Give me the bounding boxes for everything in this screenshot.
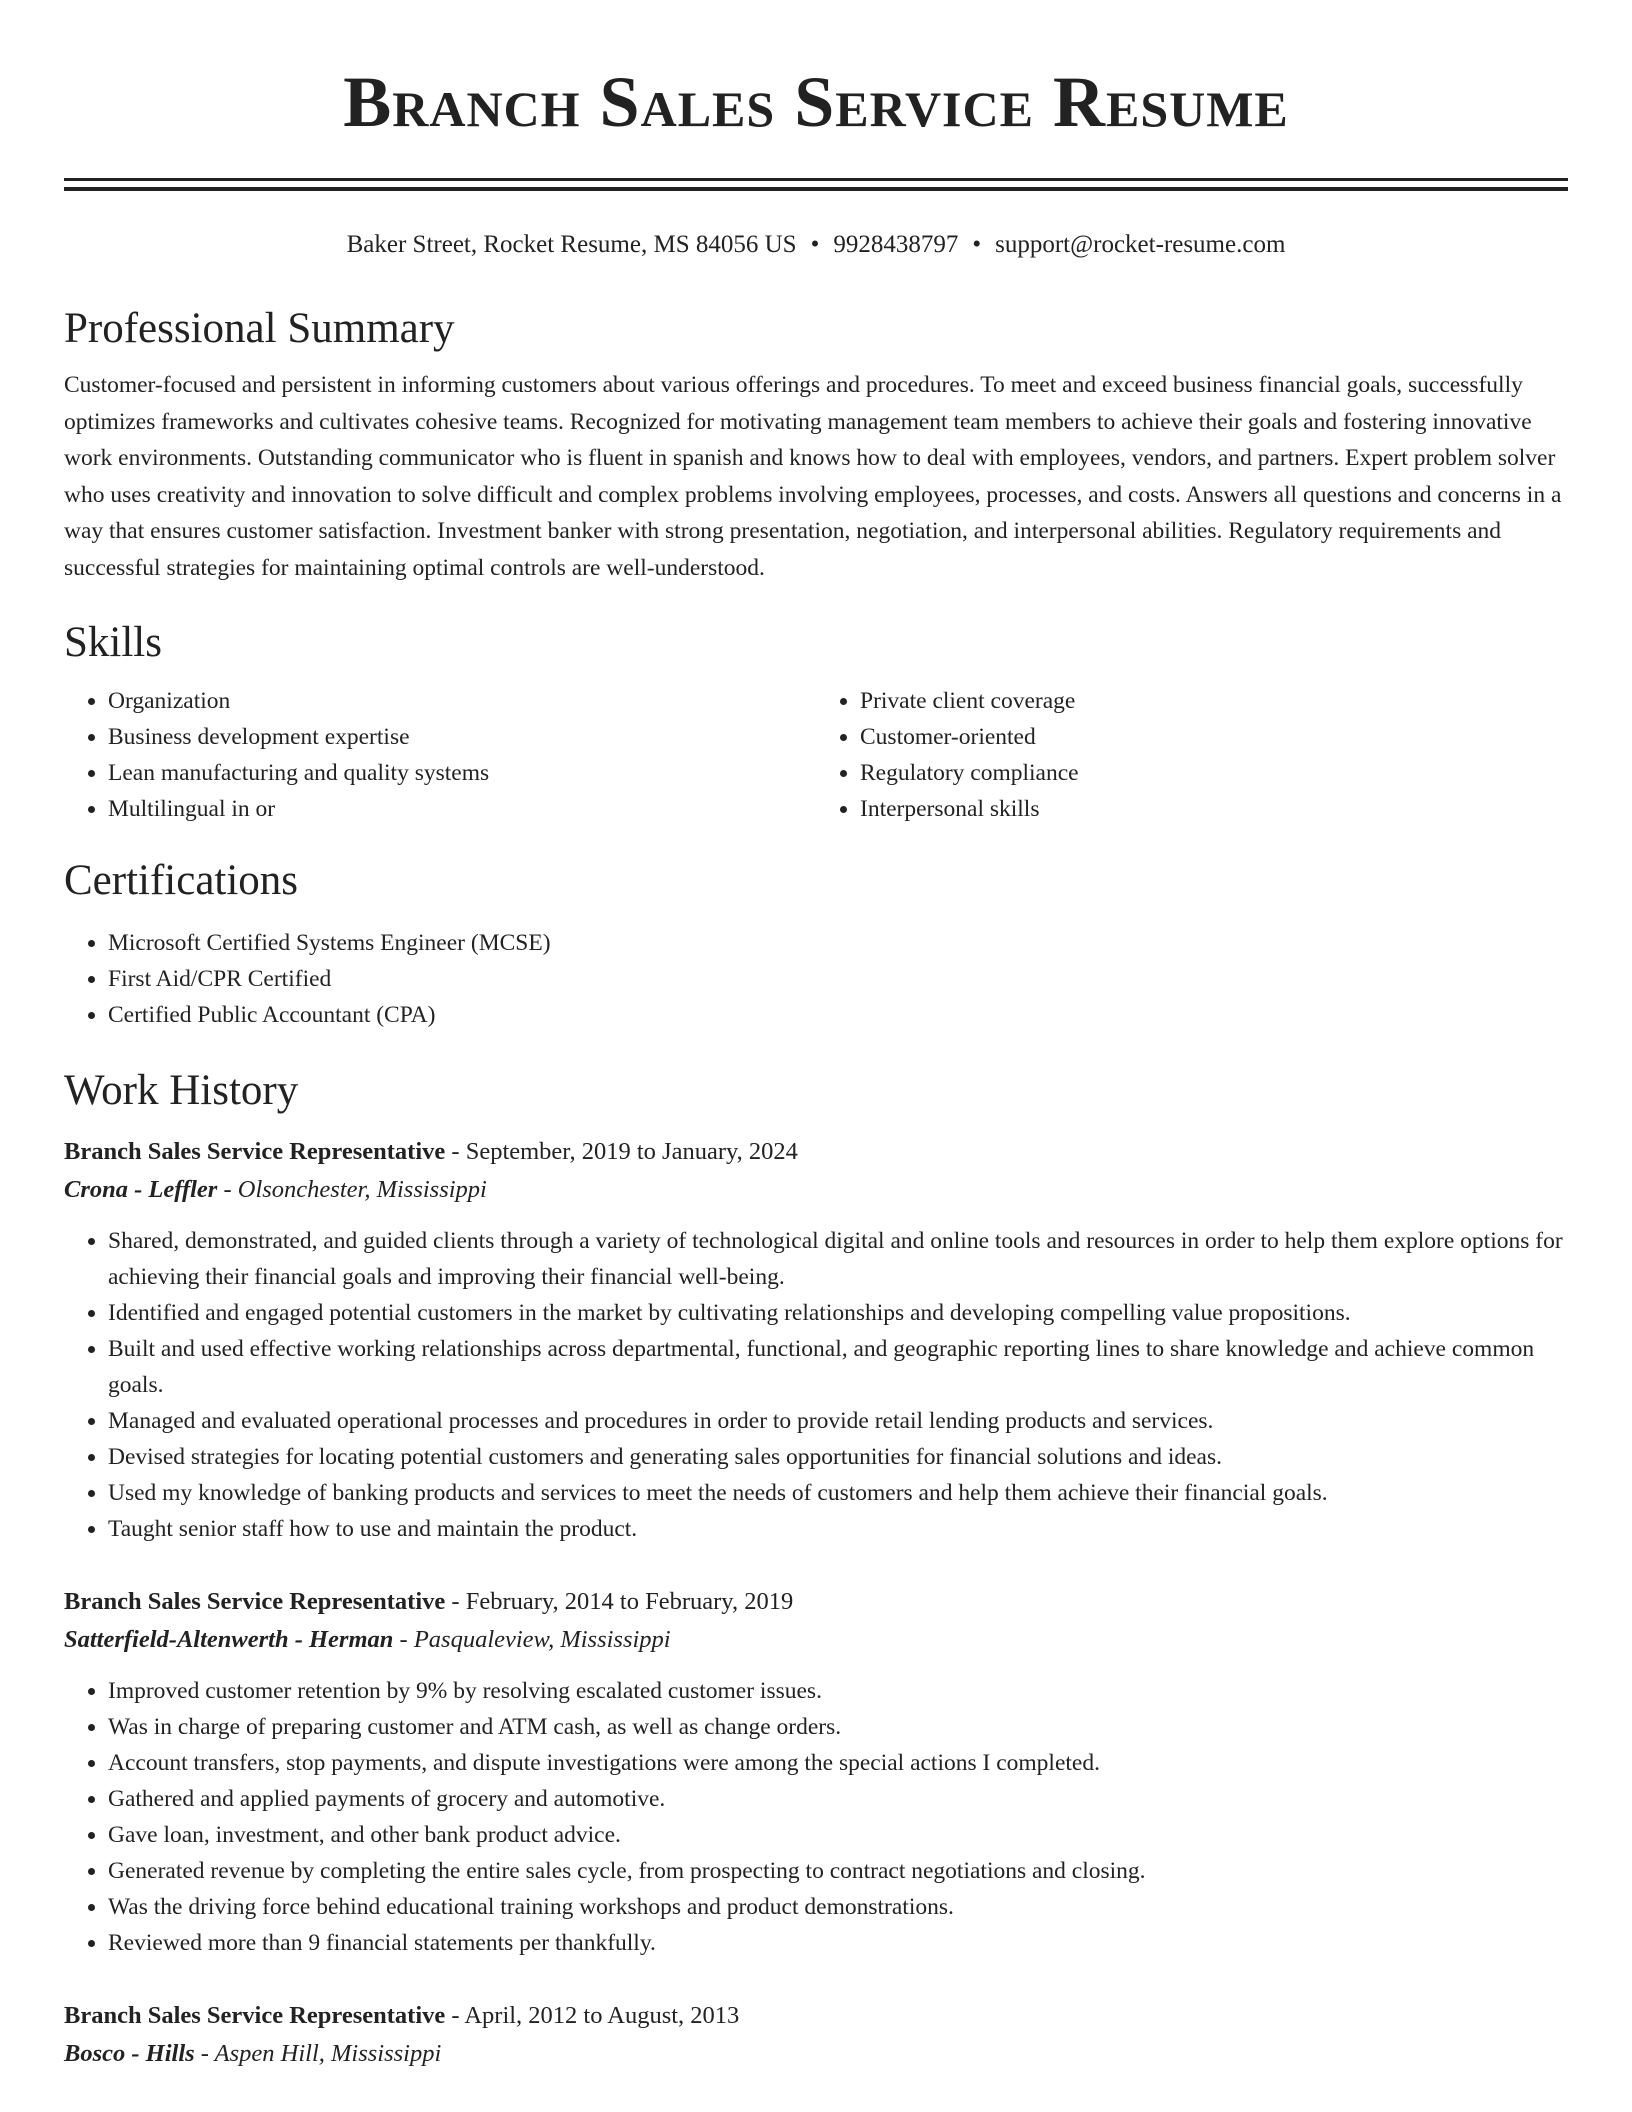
job-title: Branch Sales Service Representative xyxy=(64,2001,446,2029)
contact-separator: • xyxy=(810,231,820,258)
job-bullet: • Identified and engaged potential customers in the market by cultivating relationships and developing compelling value propositions. xyxy=(108,1295,1568,1331)
title-rule-top xyxy=(64,178,1568,181)
skill-item: • Regulatory compliance xyxy=(860,755,1568,791)
job-location: - Olsonchester, Mississippi xyxy=(217,1175,487,1203)
job-bullet: • Reviewed more than 9 financial statements per thankfully. xyxy=(108,1925,1568,1961)
job-bullet: • Taught senior staff how to use and maintain the product. xyxy=(108,1511,1568,1547)
job-bullet: • Used my knowledge of banking products and services to meet the needs of customers and help them achieve their financial goals. xyxy=(108,1475,1568,1511)
resume-title: Branch Sales Service Resume xyxy=(343,62,1289,142)
job-company: Crona - Leffler xyxy=(64,1175,218,1203)
job-title: Branch Sales Service Representative xyxy=(64,1137,446,1165)
job-entry xyxy=(64,1997,1568,2073)
certifications-list xyxy=(64,925,1568,1033)
certifications-heading: Certifications xyxy=(64,856,299,904)
skills-left-list xyxy=(64,683,816,827)
summary-text: Customer-focused and persistent in informing customers about various offerings and procedures. To meet and exceed business financial goals, successfully optimizes frameworks and cultivates cohesive teams. Recognized for motivating management team members to achieve their goals and fostering innovative work environments. Outstanding communicator who is fluent in spanish and knows how to deal with employees, vendors, and partners. Expert problem solver who uses creativity and innovation to solve difficult and complex problems involving employees, processes, and costs. Answers all questions and concerns in a way that ensures customer satisfaction. Investment banker with strong presentation, negotiation, and interpersonal abilities. Regulatory requirements and successful strategies for maintaining optimal controls are well-understood. xyxy=(64,372,1562,581)
job-bullet: • Generated revenue by completing the entire sales cycle, from prospecting to contract negotiations and closing. xyxy=(108,1853,1568,1889)
skill-item: • Multilingual in or xyxy=(108,791,816,827)
skills-right-list xyxy=(816,683,1568,827)
contact-line xyxy=(64,229,1568,261)
title-rule-bottom xyxy=(64,187,1568,191)
contact-email[interactable]: support@rocket-resume.com xyxy=(995,231,1286,258)
job-bullet: • Account transfers, stop payments, and dispute investigations were among the special actions I completed. xyxy=(108,1745,1568,1781)
job-entry xyxy=(64,1133,1568,1547)
skill-item: • Private client coverage xyxy=(860,683,1568,719)
job-bullet: • Managed and evaluated operational processes and procedures in order to provide retail lending products and services. xyxy=(108,1403,1568,1439)
job-title: Branch Sales Service Representative xyxy=(64,1587,446,1615)
contact-address: Baker Street, Rocket Resume, MS 84056 US xyxy=(346,231,797,258)
job-bullet: • Gathered and applied payments of grocery and automotive. xyxy=(108,1781,1568,1817)
skills-columns xyxy=(64,683,1568,827)
job-bullet-list xyxy=(64,1223,1568,1547)
contact-separator: • xyxy=(972,231,982,258)
job-dates: - September, 2019 to January, 2024 xyxy=(445,1137,798,1165)
skill-item: • Interpersonal skills xyxy=(860,791,1568,827)
job-company-line xyxy=(64,1171,1568,1209)
job-bullet: • Was in charge of preparing customer and ATM cash, as well as change orders. xyxy=(108,1709,1568,1745)
skill-item: • Lean manufacturing and quality systems xyxy=(108,755,816,791)
job-company-line xyxy=(64,2035,1568,2073)
skill-item: • Organization xyxy=(108,683,816,719)
job-bullet: • Devised strategies for locating potential customers and generating sales opportunities for financial solutions and ideas. xyxy=(108,1439,1568,1475)
certification-item: • First Aid/CPR Certified xyxy=(108,961,1568,997)
skills-heading: Skills xyxy=(64,618,162,666)
job-bullet: • Was the driving force behind educational training workshops and product demonstrations. xyxy=(108,1889,1568,1925)
job-dates: - April, 2012 to August, 2013 xyxy=(445,2001,740,2029)
job-bullet-list xyxy=(64,1673,1568,1961)
job-company: Bosco - Hills xyxy=(64,2039,195,2067)
job-location: - Aspen Hill, Mississippi xyxy=(194,2039,442,2067)
job-company-line xyxy=(64,1621,1568,1659)
certification-item: • Microsoft Certified Systems Engineer (MCSE) xyxy=(108,925,1568,961)
job-location: - Pasqualeview, Mississippi xyxy=(393,1625,671,1653)
job-bullet: • Improved customer retention by 9% by resolving escalated customer issues. xyxy=(108,1673,1568,1709)
skill-item: • Business development expertise xyxy=(108,719,816,755)
job-title-line xyxy=(64,1997,1568,2035)
job-bullet: • Gave loan, investment, and other bank product advice. xyxy=(108,1817,1568,1853)
job-entry xyxy=(64,1583,1568,1961)
skill-item: • Customer-oriented xyxy=(860,719,1568,755)
summary-heading: Professional Summary xyxy=(64,305,455,352)
job-title-line xyxy=(64,1583,1568,1621)
certification-item: • Certified Public Accountant (CPA) xyxy=(108,997,1568,1033)
job-bullet: • Shared, demonstrated, and guided clients through a variety of technological digital and online tools and resources in order to help them explore options for achieving their financial goals and improving their financial well-being. xyxy=(108,1223,1568,1295)
job-company: Satterfield-Altenwerth - Herman xyxy=(64,1625,394,1653)
job-title-line xyxy=(64,1133,1568,1171)
contact-phone: 9928438797 xyxy=(833,231,959,258)
job-dates: - February, 2014 to February, 2019 xyxy=(445,1587,794,1615)
work-history-heading: Work History xyxy=(64,1066,299,1114)
job-bullet: • Built and used effective working relationships across departmental, functional, and geographic reporting lines to share knowledge and achieve common goals. xyxy=(108,1331,1568,1403)
